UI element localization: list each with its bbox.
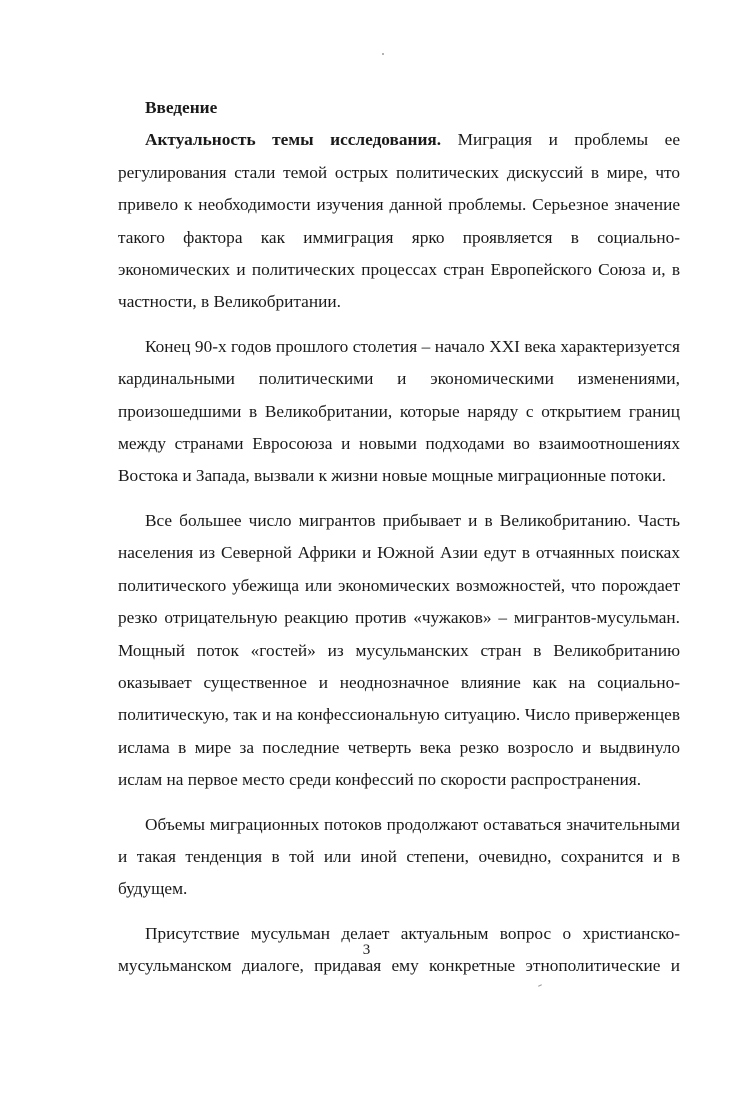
paragraph-text: Объемы миграционных потоков продолжают оставаться значительными и такая тенденция в той или иной степени, очевидно, сохранится и в будущем. [118, 814, 680, 899]
paragraph-lead: Актуальность темы исследования. [145, 130, 442, 150]
paragraph-1 [118, 124, 680, 318]
paragraph-3 [118, 505, 680, 797]
scan-speck [382, 53, 384, 55]
section-heading: Введение [145, 98, 218, 117]
paragraph-2 [118, 331, 680, 493]
page-number: 3 [362, 942, 371, 958]
paragraph-text: Конец 90-х годов прошлого столетия – начало XXI века характеризуется кардинальными политическими и экономическими изменениями, произошедшими в Великобритании, которые наряду с открытием границ между странами Евросоюза и новыми подходами во взаимоотношениях Востока и Запада, вызвали к жизни новые мощные миграционные потоки. [118, 336, 680, 486]
paragraph-text: Присутствие мусульман делает актуальным вопрос о христианско-мусульманском диалоге, придавая ему конкретные этнополитические и [118, 923, 680, 976]
paragraph-text: Все большее число мигрантов прибывает и в Великобританию. Часть населения из Северной Африки и Южной Азии едут в отчаянных поисках политического убежища или экономических возможностей, что порождает резко отрицательную реакцию против «чужаков» – мигрантов-мусульман. Мощный поток «гостей» из мусульманских стран в Великобританию оказывает существенное и неоднозначное влияние как на социально-политическую, так и на конфессиональную ситуацию. Число приверженцев ислама в мире за последние четверть века резко возросло и выдвинуло ислам на первое место среди конфессий по скорости распространения. [118, 510, 680, 790]
document-body [118, 92, 680, 995]
paragraph-text: Миграция и проблемы ее регулирования стали темой острых политических дискуссий в мире, что привело к необходимости изучения данной проблемы. Серьезное значение такого фактора как иммиграция ярко проявляется в социально-экономических и политических процессах стран Европейского Союза и, в частности, в Великобритании. [118, 130, 681, 312]
paragraph-4 [118, 809, 680, 906]
